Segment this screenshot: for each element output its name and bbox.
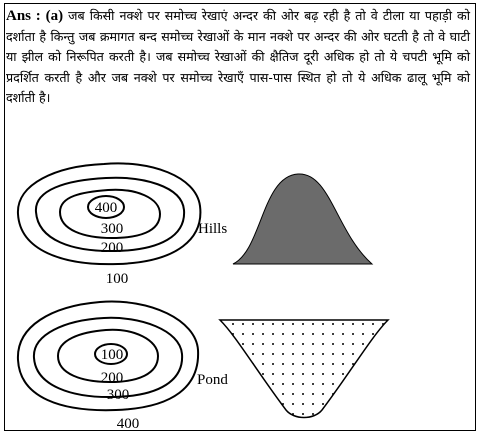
pond-label: Pond [197,372,228,388]
hills-label: Hills [198,221,228,237]
pond-value-400: 400 [116,416,140,432]
answer-label: Ans : (a) [6,8,64,24]
hills-value-100: 100 [105,271,129,287]
pond-value-300: 300 [106,387,130,403]
hill-cross-section [233,174,372,264]
answer-text: जब किसी नक्शे पर समोच्च रेखाएं अन्दर की ओर बढ़ रही है तो वे टीला या पहाड़ी को दर्शाता है किन्तु जब क्रमागत बन्द समोच्च रेखाओं के मान नक्शे पर अन्दर की ओर घटती है तो वे घाटी या झील को निरूपित करती है। जब समोच्च रेखाओं की क्षैतिज दूरी अधिक हो तो ये चपटी भूमि को प्रदर्शित करती है और जब नक्शे पर समोच्च रेखाएँ पास-पास स्थित हो तो ये अधिक ढालू भूमि को दर्शाती है। [6,8,470,105]
pond-water-fill [218,318,390,422]
hills-value-200: 200 [100,240,124,256]
pond-value-100: 100 [100,347,124,363]
hills-value-400: 400 [94,200,118,216]
hills-value-300: 300 [100,221,124,237]
pond-value-200: 200 [100,370,124,386]
